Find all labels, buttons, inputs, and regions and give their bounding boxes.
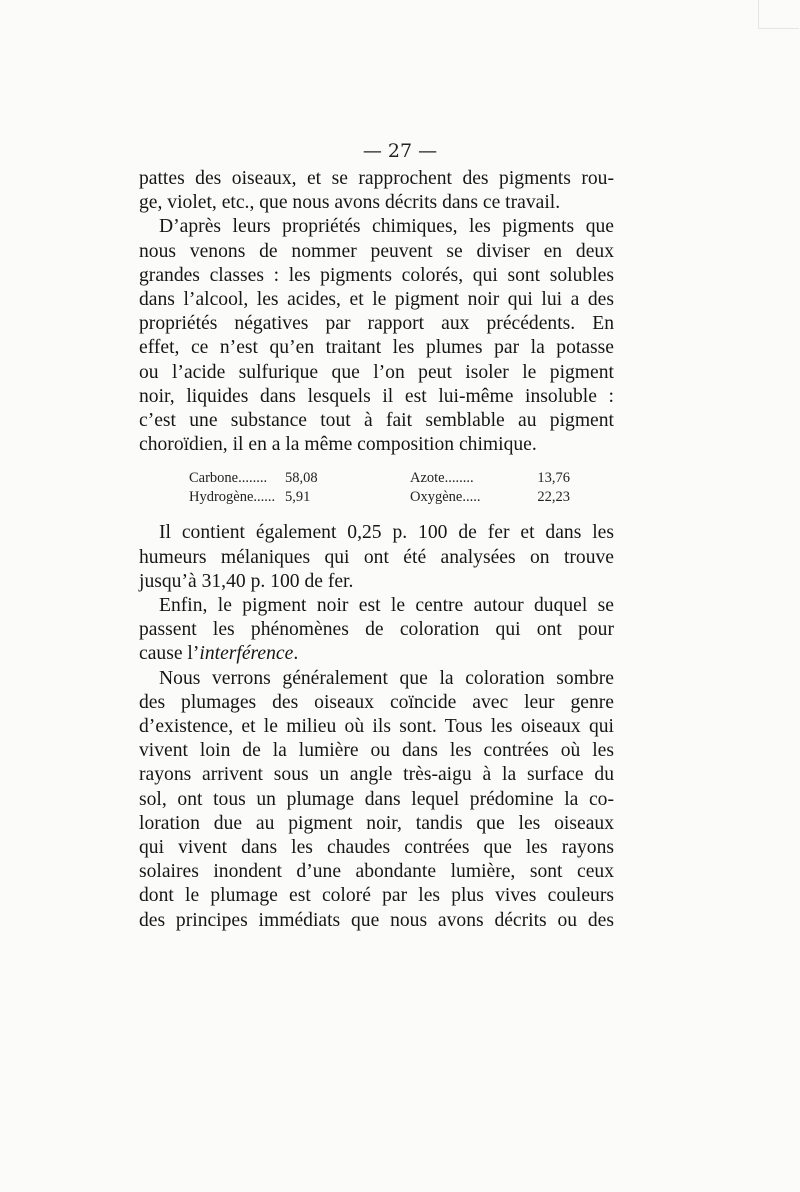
text-line: des plumages des oiseaux coïncide avec leur genre: [139, 691, 614, 713]
text-line: humeurs mélaniques qui ont été analysées on trouve: [139, 546, 614, 568]
element-value: 58,08: [285, 470, 318, 487]
text-line: noir, liquides dans lesquels il est lui-même insoluble :: [139, 385, 614, 407]
element-value: 5,91: [285, 489, 311, 506]
text-line: Enfin, le pigment noir est le centre autour duquel se: [159, 595, 614, 617]
paragraph-2: [139, 215, 614, 457]
element-name: Carbone........: [189, 470, 268, 487]
element-value: 13,76: [537, 470, 570, 487]
table-row: [139, 469, 614, 488]
table-row: [139, 488, 614, 507]
text-line: qui vivent dans les chaudes contrées que les rayons: [139, 837, 614, 859]
text-fragment: .: [293, 643, 299, 665]
text-line: rayons arrivent sous un angle très-aigu à la surface du: [139, 764, 614, 786]
text-line: Il contient également 0,25 p. 100 de fer et dans les: [159, 522, 614, 544]
text-line: dans l’alcool, les acides, et le pigment noir qui lui a des: [139, 289, 614, 311]
text-line: pattes des oiseaux, et se rapprochent des pigments rou-: [139, 168, 614, 189]
page-number: — 27 —: [362, 140, 438, 162]
text-line: solaires inondent d’une abondante lumière, sont ceux: [139, 861, 614, 883]
scan-corner-mark: [758, 0, 799, 29]
element-value: 22,23: [537, 489, 570, 506]
text-line: ge, violet, etc., que nous avons décrits dans ce travail.: [139, 192, 561, 214]
text-fragment: cause l’: [139, 643, 200, 665]
text-line: propriétés négatives par rapport aux précédents. En: [139, 313, 614, 335]
paragraph-4: [139, 594, 614, 667]
text-line: loration due au pigment noir, tandis que les oiseaux: [139, 812, 614, 834]
italic-term: interférence: [199, 643, 294, 665]
element-name: Azote........: [410, 470, 474, 487]
text-line: dont le plumage est coloré par les plus vives couleurs: [139, 885, 614, 907]
text-line: des principes immédiats que nous avons décrits ou des: [139, 909, 614, 931]
text-line: ou l’acide sulfurique que l’on peut isoler le pigment: [139, 361, 614, 383]
text-line: c’est une substance tout à fait semblable au pigment: [139, 410, 614, 432]
text-line: [139, 642, 614, 666]
text-line: Nous verrons généralement que la coloration sombre: [159, 667, 614, 689]
text-line: effet, ce n’est qu’en traitant les plumes par la potasse: [139, 337, 614, 359]
text-line: nous venons de nommer peuvent se diviser en deux: [139, 240, 614, 262]
text-line: jusqu’à 31,40 p. 100 de fer.: [139, 570, 354, 592]
paragraph-1: [139, 167, 614, 215]
text-line: D’après leurs propriétés chimiques, les pigments que: [159, 216, 614, 238]
paragraph-3: [139, 521, 614, 594]
text-line: passent les phénomènes de coloration qui ont pour: [139, 619, 614, 641]
paragraph-5: [139, 667, 614, 933]
text-line: choroïdien, il en a la même composition chimique.: [139, 434, 537, 456]
text-line: sol, ont tous un plumage dans lequel prédomine la co-: [139, 788, 614, 810]
text-line: vivent loin de la lumière ou dans les contrées où les: [139, 740, 614, 762]
text-line: d’existence, et le milieu où ils sont. Tous les oiseaux qui: [139, 716, 614, 738]
composition-table: [139, 469, 614, 507]
element-name: Hydrogène......: [189, 489, 276, 506]
body-text: [139, 167, 614, 933]
text-line: grandes classes : les pigments colorés, qui sont solubles: [139, 264, 614, 286]
element-name: Oxygène.....: [410, 489, 481, 506]
